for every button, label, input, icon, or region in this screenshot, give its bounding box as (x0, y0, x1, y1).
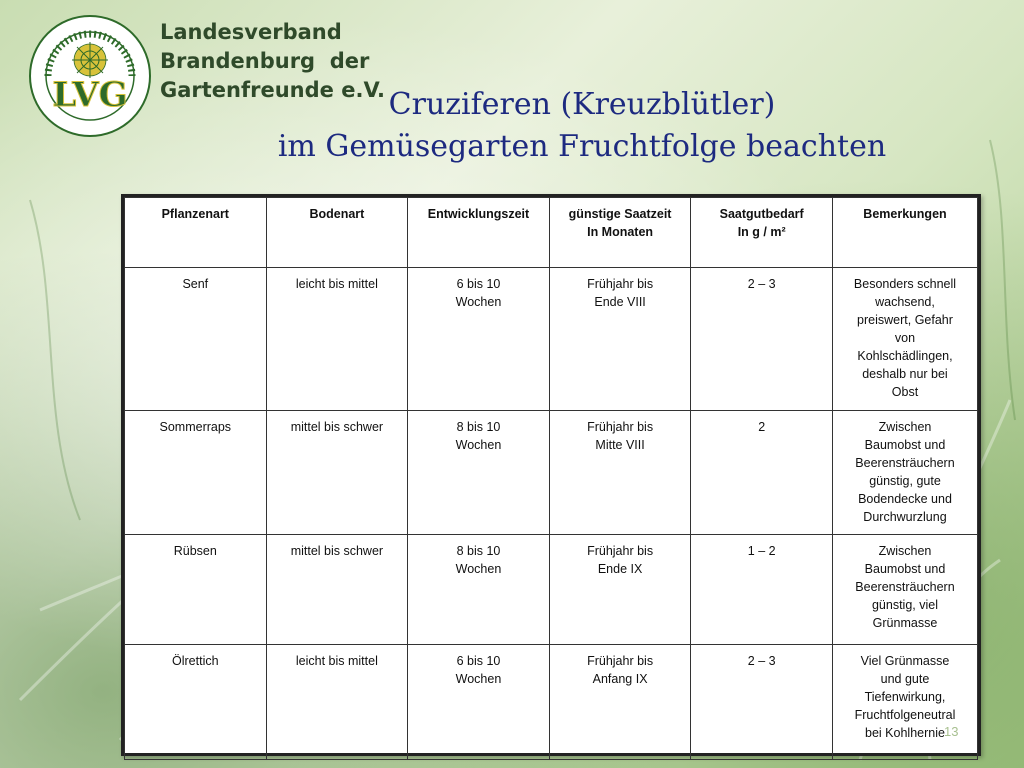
cell-text: preiswert, Gefahr (857, 313, 953, 327)
table-cell (832, 535, 977, 645)
cell-text: Ende IX (597, 562, 643, 576)
table-cell (549, 535, 691, 645)
title-line-2: im Gemüsegarten Fruchtfolge beachten (277, 129, 887, 164)
cell-text: 8 bis 10 (456, 420, 501, 434)
cell-text: Sommerraps (159, 420, 232, 434)
cell-text: 6 bis 10 (456, 654, 501, 668)
table-cell (832, 645, 977, 760)
cell-text: Baumobst und (864, 562, 946, 576)
slide-title (200, 84, 964, 168)
org-name-line-3: Gartenfreunde e.V. (160, 78, 385, 102)
table-cell (549, 411, 691, 535)
cell-text: Wochen (455, 438, 502, 452)
lvg-logo (28, 14, 152, 138)
cell-text: Baumobst und (864, 438, 946, 452)
table-cell (832, 411, 977, 535)
cell-text: 2 – 3 (747, 654, 776, 668)
table-cell (266, 411, 408, 535)
column-header-text: In g / m² (737, 225, 786, 239)
table-cell (408, 268, 550, 411)
table-row (125, 411, 978, 535)
table-cell (691, 411, 833, 535)
cell-text: Mitte VIII (595, 438, 645, 452)
column-header-text: günstige Saatzeit (568, 207, 672, 221)
cell-text: Ende VIII (594, 295, 646, 309)
cell-text: deshalb nur bei (862, 367, 948, 381)
cell-text: Kohlschädlingen, (857, 349, 953, 363)
table-cell (549, 268, 691, 411)
cell-text: mittel bis schwer (290, 544, 384, 558)
cell-text: 2 – 3 (747, 277, 776, 291)
org-name-line-2: Brandenburg der (160, 49, 370, 73)
cell-text: Grünmasse (872, 616, 938, 630)
table-cell (125, 535, 267, 645)
cell-text: Senf (182, 277, 209, 291)
cell-text: Wochen (455, 672, 502, 686)
table-row (125, 645, 978, 760)
cell-text: günstig, viel (871, 598, 938, 612)
cell-text: Anfang IX (592, 672, 648, 686)
cell-text: Beerensträuchern (855, 580, 955, 594)
cell-text: von (894, 331, 916, 345)
table-cell (549, 645, 691, 760)
cell-text: Fruchtfolgeneutral (854, 708, 956, 722)
cell-text: Zwischen (878, 420, 932, 434)
table-cell (125, 268, 267, 411)
crop-table (121, 194, 981, 756)
cell-text: 8 bis 10 (456, 544, 501, 558)
column-header-text: Saatgutbedarf (719, 207, 804, 221)
table-cell (125, 411, 267, 535)
column-header (691, 198, 833, 268)
cell-text: und gute (880, 672, 930, 686)
table-cell (691, 535, 833, 645)
cell-text: Obst (891, 385, 919, 399)
cell-text: bei Kohlhernie (865, 726, 945, 740)
table-cell (832, 268, 977, 411)
cell-text: Rübsen (173, 544, 217, 558)
page-number: 13 (944, 724, 959, 739)
table-cell (266, 645, 408, 760)
table-cell (691, 268, 833, 411)
column-header (549, 198, 691, 268)
cell-text: Viel Grünmasse (860, 654, 950, 668)
cell-text: Frühjahr bis (587, 544, 654, 558)
cell-text: Frühjahr bis (587, 654, 654, 668)
cell-text: leicht bis mittel (295, 277, 378, 291)
column-header-text: In Monaten (587, 225, 654, 239)
cell-text: Wochen (455, 295, 502, 309)
cell-text: günstig, gute (869, 474, 941, 488)
column-header (125, 198, 267, 268)
cell-text: Besonders schnell (853, 277, 957, 291)
cell-text: wachsend, (875, 295, 935, 309)
cell-text: leicht bis mittel (295, 654, 378, 668)
cell-text: 6 bis 10 (456, 277, 501, 291)
table-cell (125, 645, 267, 760)
table-cell (408, 645, 550, 760)
table-cell (408, 535, 550, 645)
cell-text: Zwischen (878, 544, 932, 558)
table-header-row (125, 198, 978, 268)
table-body (125, 268, 978, 760)
logo-letters: LVG (52, 75, 128, 115)
cell-text: 2 (758, 420, 766, 434)
cell-text: mittel bis schwer (290, 420, 384, 434)
table-cell (266, 535, 408, 645)
cell-text: Bodendecke und (858, 492, 952, 506)
title-line-1: Cruziferen (Kreuzblütler) (388, 87, 776, 122)
column-header-text: Bemerkungen (863, 207, 947, 221)
table-cell (691, 645, 833, 760)
cell-text: Tiefenwirkung, (864, 690, 946, 704)
column-header (832, 198, 977, 268)
cell-text: Durchwurzlung (863, 510, 947, 524)
cell-text: Frühjahr bis (587, 420, 654, 434)
table-row (125, 268, 978, 411)
table-cell (408, 411, 550, 535)
column-header-text: Entwicklungszeit (427, 207, 530, 221)
cell-text: Wochen (455, 562, 502, 576)
column-header-text: Bodenart (309, 207, 365, 221)
table-row (125, 535, 978, 645)
cell-text: Beerensträuchern (855, 456, 955, 470)
table-cell (266, 268, 408, 411)
column-header-text: Pflanzenart (161, 207, 229, 221)
cell-text: Frühjahr bis (587, 277, 654, 291)
cell-text: Ölrettich (172, 654, 219, 668)
column-header (408, 198, 550, 268)
org-name-line-1: Landesverband (160, 20, 342, 44)
cell-text: 1 – 2 (747, 544, 776, 558)
column-header (266, 198, 408, 268)
